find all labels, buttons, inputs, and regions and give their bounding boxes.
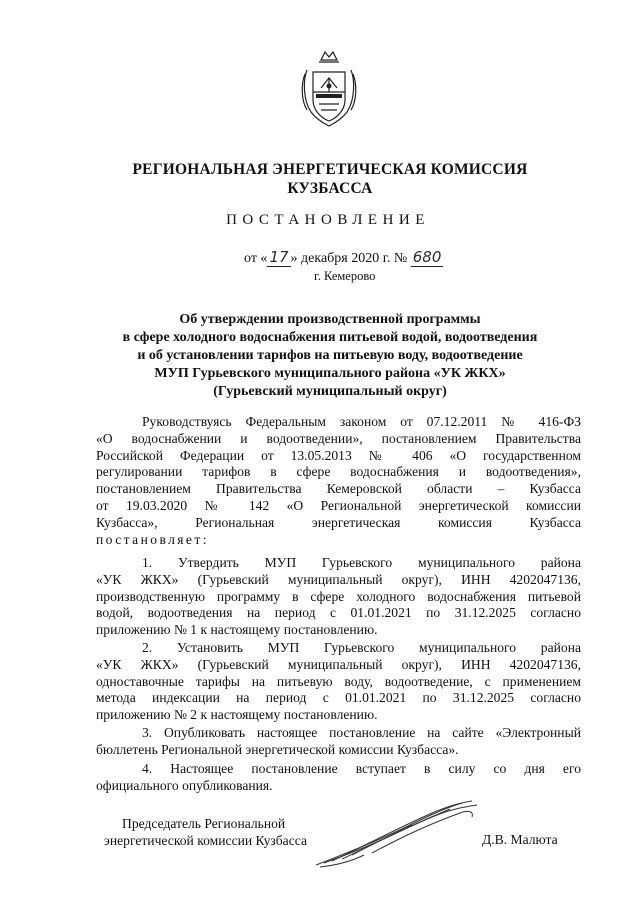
subject-line: МУП Гурьевского муниципального района «УК ЖКХ»: [154, 366, 506, 381]
document-type-heading: ПОСТАНОВЛЕНИЕ: [226, 212, 430, 228]
handwritten-day: 17: [269, 248, 289, 266]
signatory-title-line-2: энергетической комиссии Кузбасса: [104, 833, 307, 848]
signatory-title: [104, 815, 307, 849]
organization-title-line-1: РЕГИОНАЛЬНАЯ ЭНЕРГЕТИЧЕСКАЯ КОМИССИЯ: [132, 161, 528, 178]
text-line: Российской Федерации от 13.05.2013 № 406 «О государственном: [96, 447, 581, 463]
text-line: 4. Настоящее постановление вступает в силу со дня его: [142, 761, 581, 776]
item-2-paragraph: [96, 640, 581, 724]
signatory-title-line-1: Председатель Региональной: [122, 816, 286, 831]
text-line: Руководствуясь Федеральным законом от 07.12.2011 № 416-ФЗ: [142, 414, 581, 429]
text-line: водой, водоотведения на период с 01.01.2021 по 31.12.2025 согласно: [96, 605, 581, 621]
subject-line: и об установлении тарифов на питьевую воду, водоотведение: [137, 348, 523, 363]
text-line: «УК ЖКХ» (Гурьевский муниципальный округ), ИНН 4202047136,: [96, 656, 581, 672]
text-line: 2. Установить МУП Гурьевского муниципального района: [142, 640, 581, 655]
text-line: 3. Опубликовать настоящее постановление на сайте «Электронный: [142, 725, 581, 740]
subject-line: Об утверждении производственной программы: [179, 312, 481, 327]
text-line: регулировании тарифов в сфере водоснабжения и водоотведения»,: [96, 464, 581, 480]
text-line: производственную программу в сфере холодного водоснабжения питьевой: [96, 588, 581, 604]
text-line: «О водоснабжении и водоотведении», постановлением Правительства: [96, 430, 581, 446]
date-and-number-line: [244, 248, 443, 267]
text-line: официального опубликования.: [96, 777, 273, 793]
preamble-paragraph: [96, 414, 581, 548]
text-line: приложению № 1 к настоящему постановлению.: [96, 622, 378, 638]
text-line: постановляет:: [96, 531, 209, 547]
organization-title-line-2: КУЗБАССА: [287, 180, 373, 197]
text-line: метода индексации на период с 01.01.2021 по 31.12.2025 согласно: [96, 690, 581, 706]
text-line: Кузбасса», Региональная энергетическая комиссия Кузбасса: [96, 514, 581, 530]
date-middle: » декабря 2020 г. №: [290, 251, 408, 266]
text-line: «УК ЖКХ» (Гурьевский муниципальный округ), ИНН 4202047136,: [96, 571, 581, 587]
handwritten-signature: [312, 795, 482, 870]
date-prefix: от «: [244, 251, 268, 266]
subject-line: (Гурьевский муниципальный округ): [213, 384, 447, 399]
item-1-paragraph: [96, 555, 581, 639]
text-line: приложению № 2 к настоящему постановлению.: [96, 707, 378, 723]
text-line: от 19.03.2020 № 142 «О Региональной энергетической комиссии: [96, 497, 581, 513]
text-line: постановлением Правительства Кемеровской области – Кузбасса: [96, 481, 581, 497]
text-line: одноставочные тарифы на питьевую воду, водоотведение, с применением: [96, 673, 581, 689]
item-4-paragraph: [96, 761, 581, 795]
subject-line: в сфере холодного водоснабжения питьевой водой, водоотведения: [122, 330, 538, 345]
text-line: бюллетень Региональной энергетической комиссии Кузбасса».: [96, 741, 459, 757]
text-line: 1. Утвердить МУП Гурьевского муниципального района: [142, 555, 581, 570]
coat-of-arms-emblem: [299, 48, 359, 128]
signer-name: Д.В. Малюта: [482, 832, 558, 847]
handwritten-document-number: 680: [412, 248, 442, 266]
city-name: г. Кемерово: [314, 269, 376, 283]
item-3-paragraph: [96, 725, 581, 759]
